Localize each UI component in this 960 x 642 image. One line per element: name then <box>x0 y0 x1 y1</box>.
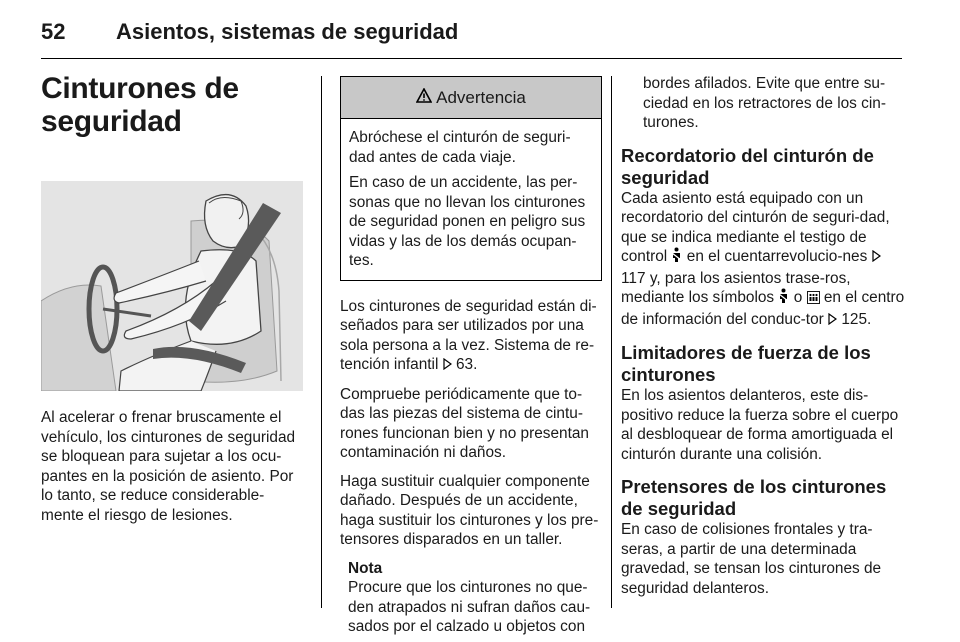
warning-paragraph-1: Abróchese el cinturón de seguri-dad antes de cada viaje. <box>349 129 571 166</box>
rear-seat-belt-icon <box>807 290 820 310</box>
seatbelt-warning-icon <box>671 247 682 269</box>
seatbelt-warning-icon <box>778 288 789 310</box>
column-divider-right <box>611 76 612 608</box>
section-title-line2: seguridad <box>41 105 182 138</box>
warning-paragraph-2: En caso de un accidente, las per-sonas que no llevan los cinturones de seguridad ponen en peligro sus vidas y las de los demás ocupan-tes. <box>349 174 586 269</box>
warning-box <box>340 76 602 281</box>
warning-body <box>341 119 601 280</box>
reminder-text-5: en el centro de información del conduc-tor <box>621 289 905 328</box>
pretensioners-paragraph: En caso de colisiones frontales y tra-seras, a partir de una determinada gravedad, se tensan los cinturones de seguridad delanteros. <box>621 521 882 597</box>
page-reference-117[interactable]: 117 <box>621 269 646 287</box>
seatbelt-illustration <box>41 181 303 391</box>
reminder-text-2: en el cuentarrevolucio-nes <box>686 248 868 265</box>
warning-title: Advertencia <box>436 87 526 107</box>
reminder-text-6: . <box>867 310 872 328</box>
page-reference-icon <box>828 311 837 331</box>
replacement-paragraph: Haga sustituir cualquier componente dañado. Después de un accidente, haga sustituir los cinturones y los pre-tensores disparados en un taller. <box>340 472 599 548</box>
intro-paragraph: Al acelerar o frenar bruscamente el vehículo, los cinturones de seguridad se bloquean para sujetar a los ocu-pantes en la posición de asiento. Por lo tanto, se reduce considerable-mente el riesgo de lesiones. <box>41 409 296 524</box>
reminder-title: Recordatorio del cinturón de seguridad <box>621 144 874 188</box>
chapter-title: Asientos, sistemas de seguridad <box>116 19 459 44</box>
page-number: 52 <box>41 19 66 44</box>
page-reference-icon <box>872 248 881 268</box>
inspection-paragraph: Compruebe periódicamente que to-das las piezas del sistema de cintu-rones funcionan bien y no presentan contaminación ni daños. <box>340 385 589 461</box>
belt-usage-paragraph <box>340 297 602 376</box>
reminder-text-1: Cada asiento está equipado con un recordatorio del cinturón de seguri-dad, que se indica mediante el testigo de control <box>621 189 890 265</box>
warning-header <box>341 77 601 119</box>
limiters-paragraph: En los asientos delanteros, este dis-positivo reduce la fuerza sobre el cuerpo al desbloquear de forma amortiguada el cinturón durante una colisión. <box>621 387 899 463</box>
reminder-text-4: o <box>793 289 803 306</box>
reminder-text-3: y, para los asientos trase-ros, mediante los símbolos <box>621 269 851 306</box>
left-column <box>41 72 305 534</box>
page-reference-63[interactable]: 63 <box>455 356 474 373</box>
note-block <box>348 559 602 637</box>
page-reference-125[interactable]: 125 <box>841 310 868 328</box>
note-text: Procure que los cinturones no que-den atrapados ni sufran daños cau-sados por el calzado u objetos con <box>348 579 591 635</box>
section-title-line1: Cinturones de <box>41 72 239 105</box>
column-divider-left <box>321 76 322 608</box>
middle-column <box>340 76 602 637</box>
note-label: Nota <box>348 559 383 577</box>
belt-usage-end: . <box>473 356 478 373</box>
header-divider <box>41 58 902 59</box>
belt-usage-text: Los cinturones de seguridad están di-señados para ser utilizados por una sola persona a la vez. Sistema de re-tención infantil <box>340 297 597 373</box>
pretensioners-title: Pretensores de los cinturones de seguridad <box>621 476 887 519</box>
note-continuation: bordes afilados. Evite que entre su-ciedad en los retractores de los cin-turones. <box>643 75 886 131</box>
reminder-paragraph <box>621 189 905 331</box>
warning-triangle-icon <box>416 88 432 108</box>
page-reference-icon <box>443 356 452 376</box>
section-title <box>41 72 305 138</box>
right-column <box>621 74 905 598</box>
limiters-title: Limitadores de fuerza de los cinturones <box>621 342 871 385</box>
